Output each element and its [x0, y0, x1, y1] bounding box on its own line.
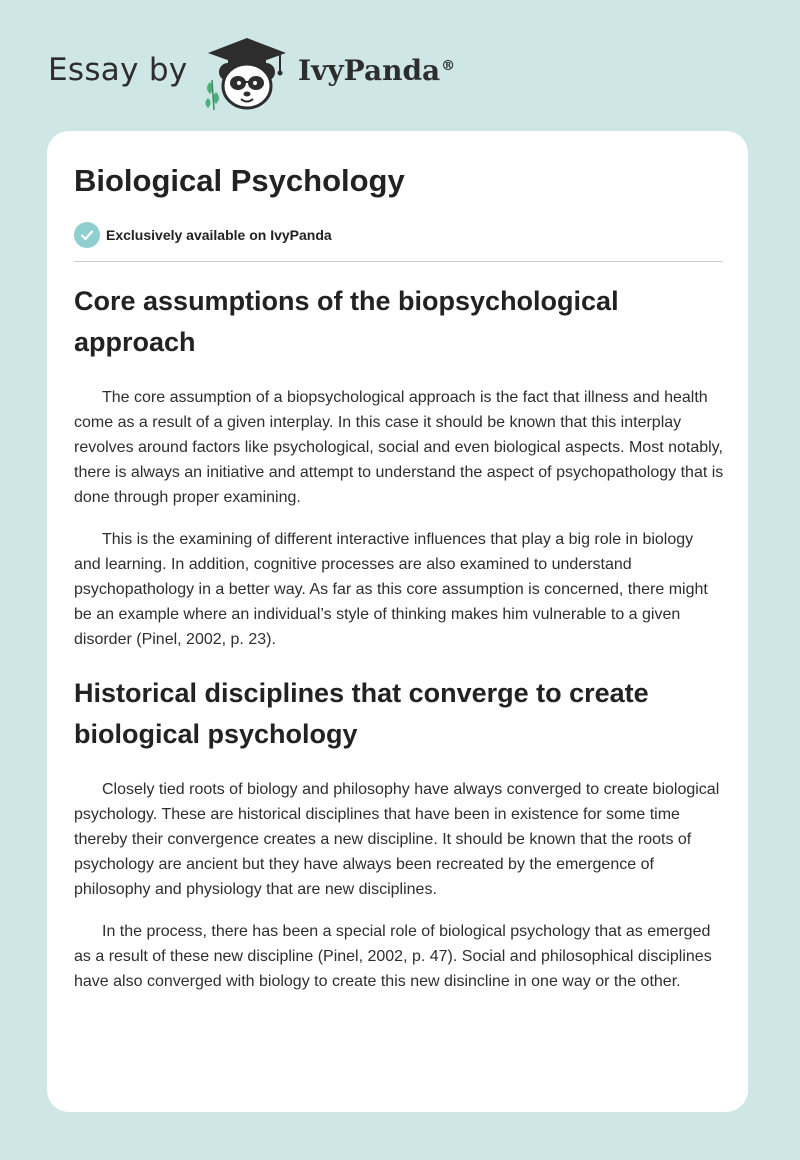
paragraph: This is the examining of different interactive influences that play a big role in biology and learning. In addition, cognitive processes are also examined to understand psychopathology in a better way. As far as this core assumption is concerned, there might be an example where an individual’s style of thinking makes him vulnerable to a given disorder (Pinel, 2002, p. 23). [74, 531, 708, 648]
site-header [48, 34, 528, 114]
check-circle-icon [74, 222, 100, 248]
brand-name-text: IvyPanda [298, 54, 441, 87]
exclusive-badge [74, 222, 332, 248]
article-card [47, 131, 748, 1112]
section-heading-historical-disciplines: Historical disciplines that converge to create biological psychology [74, 678, 649, 749]
brand-name[interactable] [298, 54, 455, 87]
essay-by-label: Essay by [48, 52, 188, 88]
registered-mark: ® [441, 57, 456, 74]
paragraph: In the process, there has been a special role of biological psychology that as emerged as a result of these new discipline (Pinel, 2002, p. 47). Social and philosophical disciplines have also converged with biology to create this new disincline in one way or the other. [74, 923, 712, 990]
exclusive-badge-text: Exclusively available on IvyPanda [106, 227, 332, 243]
ivypanda-panda-logo-icon[interactable] [200, 36, 294, 112]
paragraph: Closely tied roots of biology and philosophy have always converged to create biological psychology. These are historical disciplines that have been in existence for some time thereby their convergence creates a new discipline. It should be known that the roots of psychology are ancient but they have always been recreated by the emergence of philosophy and physiology that are new disciplines. [74, 781, 720, 898]
page-title: Biological Psychology [74, 163, 405, 198]
article-body [74, 281, 724, 1011]
paragraph: The core assumption of a biopsychological approach is the fact that illness and health come as a result of a given interplay. In this case it should be known that this interplay revolves around factors like psychological, social and even biological aspects. Most notably, there is always an initiative and attempt to understand the aspect of psychopathology that is done through proper examining. [74, 389, 724, 506]
title-divider [74, 261, 723, 262]
section-heading-core-assumptions: Core assumptions of the biopsychological approach [74, 286, 619, 357]
